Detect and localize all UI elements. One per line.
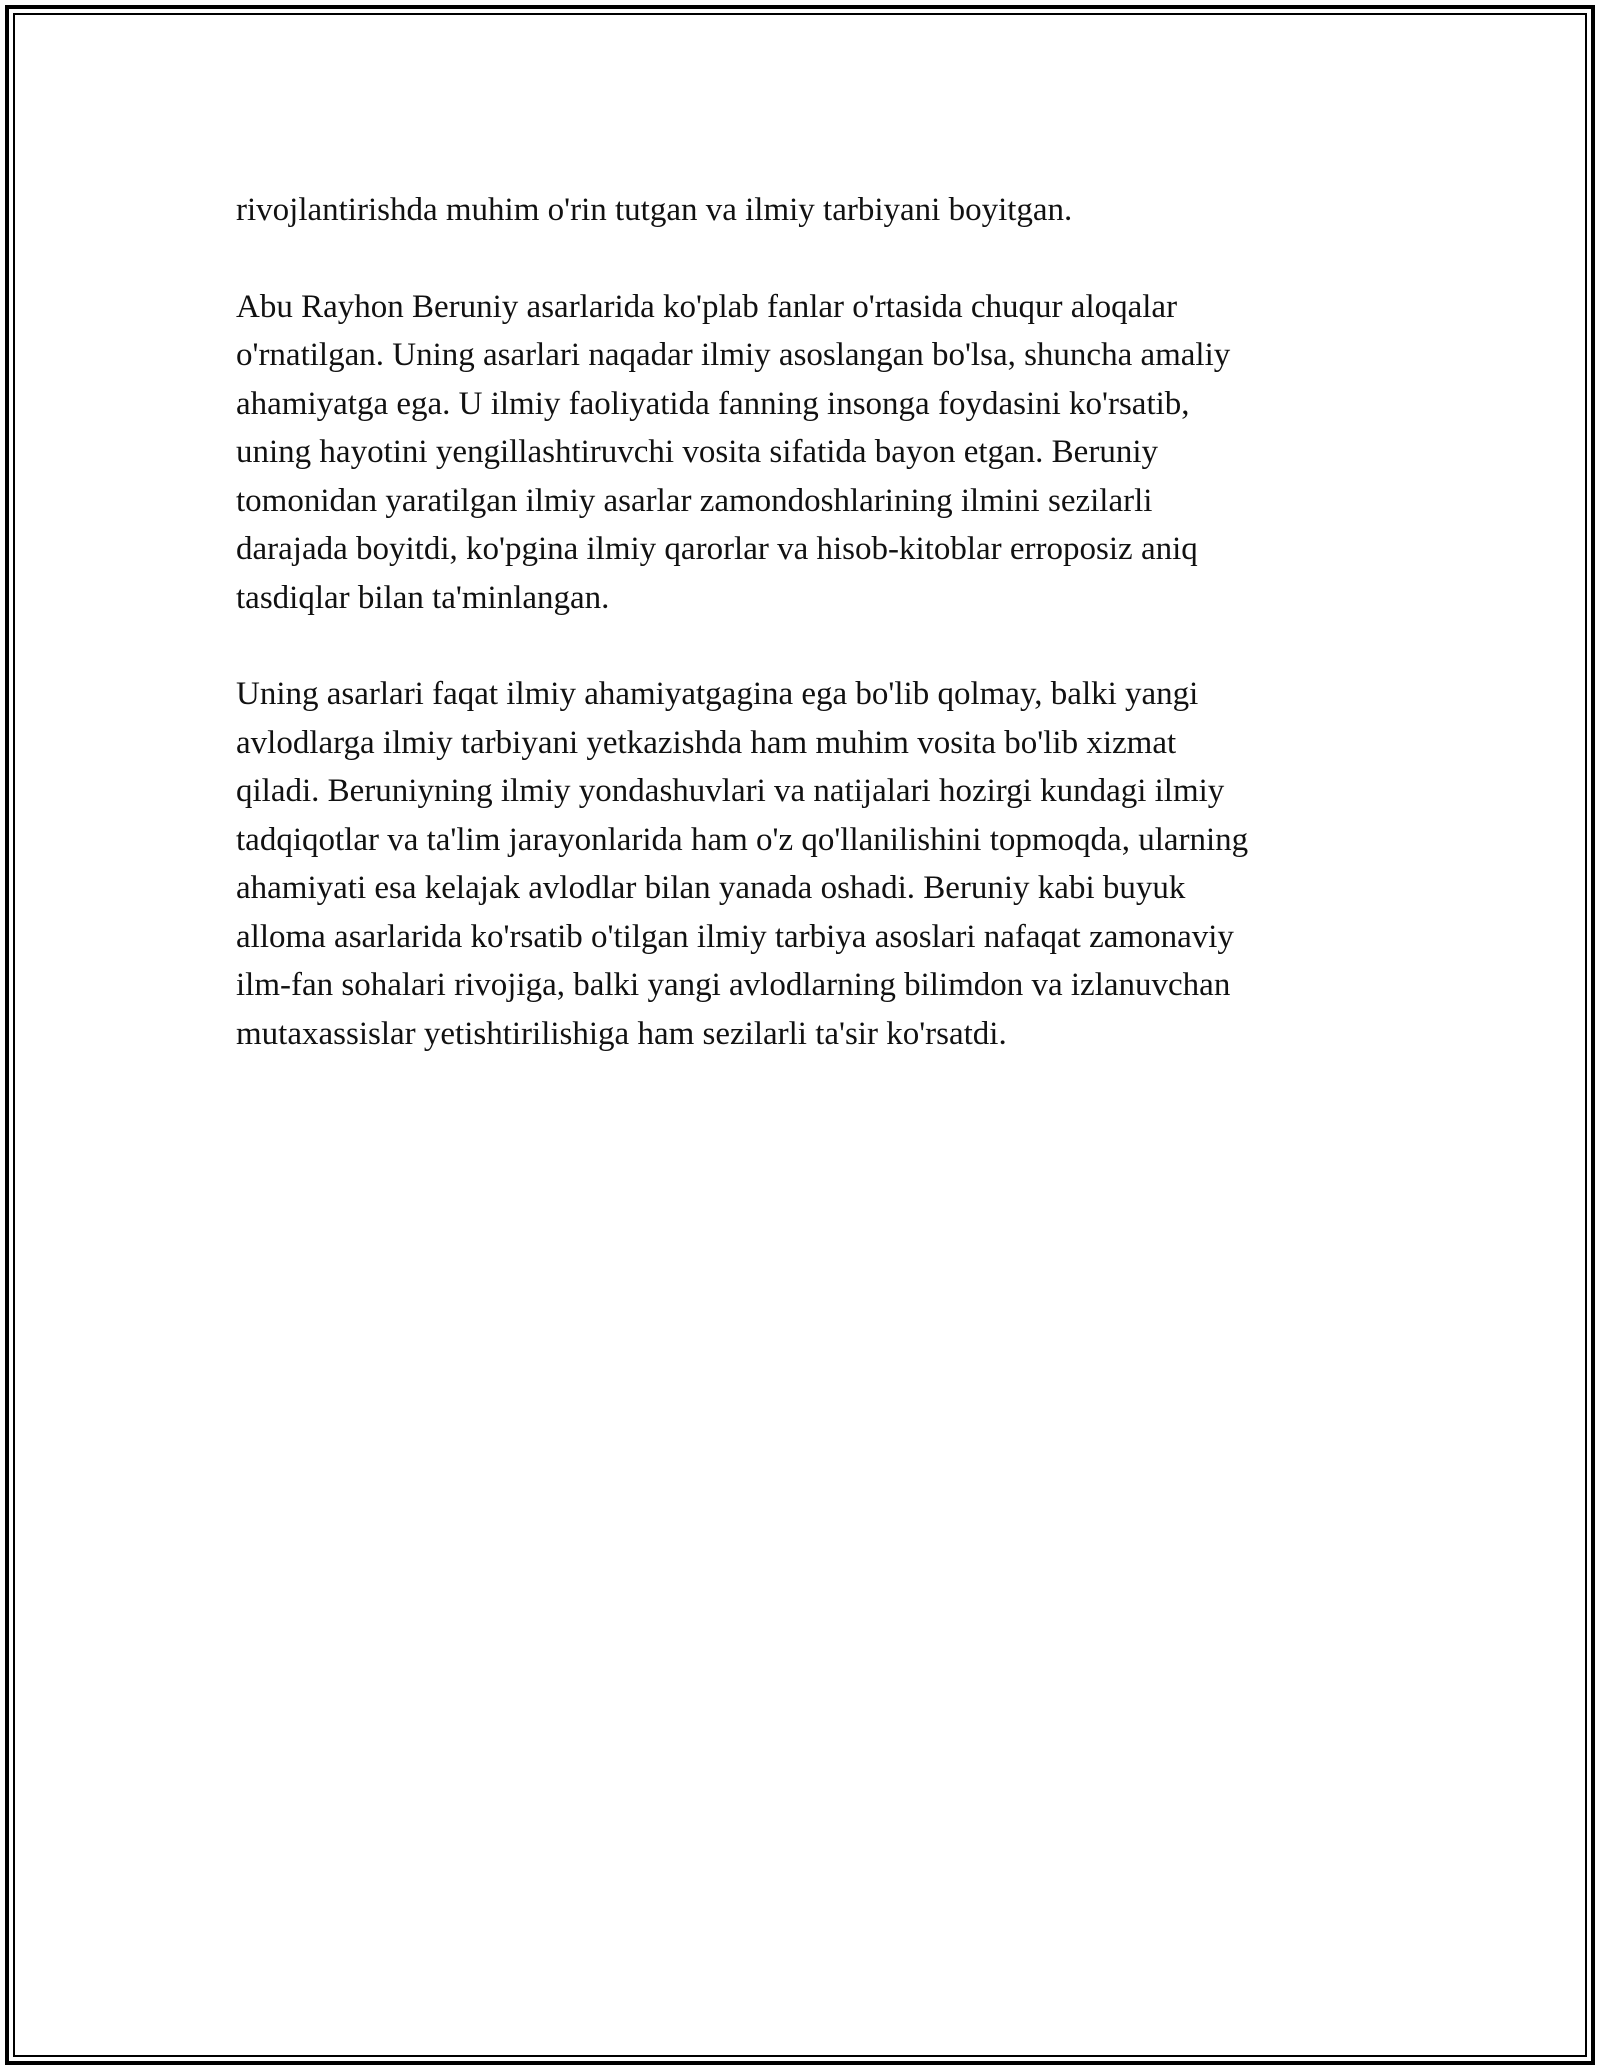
text-line: avlodlarga ilmiy tarbiyani yetkazishda ham muhim vosita bo'lib xizmat <box>236 724 1177 761</box>
text-line: mutaxassislar yetishtirilishiga ham sezilarli ta'sir ko'rsatdi. <box>236 1015 1007 1052</box>
text-line: ahamiyati esa kelajak avlodlar bilan yanada oshadi. Beruniy kabi buyuk <box>236 870 1186 906</box>
text-line: Abu Rayhon Beruniy asarlarida ko'plab fanlar o'rtasida chuqur aloqalar <box>236 288 1178 325</box>
text-line: tasdiqlar bilan ta'minlangan. <box>236 579 610 616</box>
text-line: tadqiqotlar va ta'lim jarayonlarida ham o'z qo'llanilishini topmoqda, ularning <box>236 821 1249 858</box>
text-line: tomonidan yaratilgan ilmiy asarlar zamondoshlarining ilmini sezilarli <box>236 482 1153 519</box>
text-line: alloma asarlarida ko'rsatib o'tilgan ilmiy tarbiya asoslari nafaqat zamonaviy <box>236 918 1234 955</box>
text-line: o'rnatilgan. Uning asarlari naqadar ilmiy asoslangan bo'lsa, shuncha amaliy <box>236 337 1231 373</box>
document-body <box>236 186 1376 1106</box>
text-line: ilm-fan sohalari rivojiga, balki yangi avlodlarning bilimdon va izlanuvchan <box>236 967 1231 1003</box>
text-line: rivojlantirishda muhim o'rin tutgan va ilmiy tarbiyani boyitgan. <box>236 192 1073 228</box>
text-line: darajada boyitdi, ko'pgina ilmiy qarorlar va hisob-kitoblar erroposiz aniq <box>236 531 1198 567</box>
text-line: uning hayotini yengillashtiruvchi vosita sifatida bayon etgan. Beruniy <box>236 434 1158 470</box>
text-line: Uning asarlari faqat ilmiy ahamiyatgagina ega bo'lib qolmay, balki yangi <box>236 676 1199 712</box>
paragraph-1 <box>236 186 1376 235</box>
text-line: ahamiyatga ega. U ilmiy faoliyatida fanning insonga foydasini ko'rsatib, <box>236 385 1190 422</box>
paragraph-3 <box>236 670 1376 1058</box>
text-line: qiladi. Beruniyning ilmiy yondashuvlari va natijalari hozirgi kundagi ilmiy <box>236 773 1225 809</box>
paragraph-2 <box>236 283 1376 623</box>
